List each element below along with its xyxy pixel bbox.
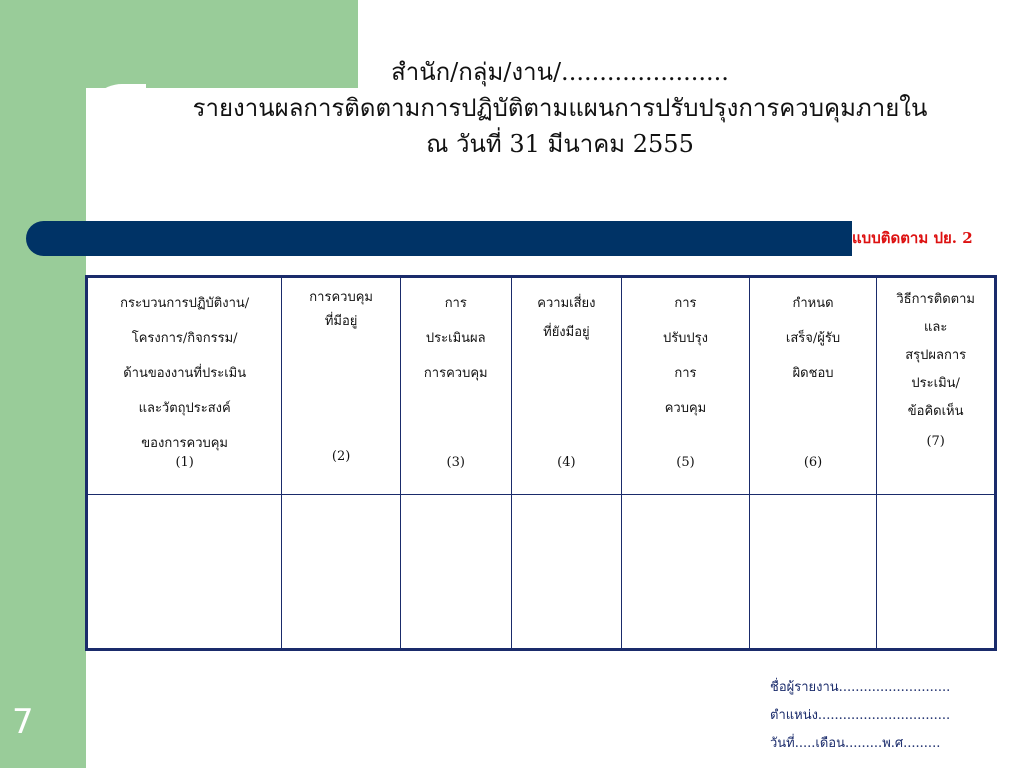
slide-number: 7	[12, 702, 34, 742]
title-line-unit: สำนัก/กลุ่ม/งาน/......................	[391, 58, 729, 86]
reporter-name-line: ชื่อผู้รายงาน...........................	[770, 680, 951, 695]
header-text: กำหนด	[792, 296, 834, 311]
column-number: (7)	[926, 434, 945, 449]
header-text: การ	[444, 296, 467, 311]
table-row	[87, 495, 996, 650]
header-text: ที่ยังมีอยู่	[543, 325, 590, 340]
table-cell-empty	[877, 495, 996, 650]
header-cell-existing-control	[282, 277, 401, 495]
header-text: การ	[674, 366, 697, 381]
column-number: (2)	[331, 449, 351, 464]
column-number: (6)	[803, 455, 823, 470]
header-text: และ	[923, 320, 948, 335]
header-cell-remaining-risk	[511, 277, 622, 495]
column-number: (1)	[175, 455, 194, 470]
header-cell-deadline-owner	[749, 277, 877, 495]
header-text: ปรับปรุง	[662, 331, 709, 346]
header-band	[26, 221, 852, 256]
position-line: ตำแหน่ง................................	[770, 708, 951, 723]
slide-title	[120, 54, 1000, 162]
header-text: และวัตถุประสงค์	[138, 401, 231, 416]
header-text: ประเมิน/	[911, 376, 960, 391]
column-number: (4)	[557, 455, 576, 470]
table-header-row	[87, 277, 996, 495]
header-text: สรุปผลการ	[905, 348, 967, 363]
date-line: วันที่.....เดือน.........พ.ศ.........	[770, 736, 941, 751]
header-cell-followup-method	[877, 277, 996, 495]
signature-block	[770, 674, 1010, 758]
table-cell-empty	[87, 495, 282, 650]
form-code-label: แบบติดตาม ปย. 2	[852, 229, 973, 247]
table-cell-empty	[749, 495, 877, 650]
column-number: (3)	[446, 455, 465, 470]
header-text: ของการควบคุม	[141, 436, 229, 451]
title-line-report: รายงานผลการติดตามการปฏิบัติตามแผนการปรับปรุงการควบคุมภายใน	[192, 94, 928, 122]
header-cell-control-improvement	[622, 277, 750, 495]
table-cell-empty	[622, 495, 750, 650]
left-green-bar	[0, 0, 86, 768]
header-text: เสร็จ/ผู้รับ	[785, 331, 841, 346]
header-text: ความเสี่ยง	[537, 296, 596, 311]
header-text: การ	[674, 296, 697, 311]
header-text: วิธีการติดตาม	[896, 292, 975, 307]
table-cell-empty	[282, 495, 401, 650]
header-text: ที่มีอยู่	[324, 314, 358, 329]
header-text: โครงการ/กิจกรรม/	[131, 331, 238, 346]
table-cell-empty	[511, 495, 622, 650]
header-text: ประเมินผล	[425, 331, 486, 346]
header-text: ผิดชอบ	[792, 366, 834, 381]
header-text: ข้อคิดเห็น	[907, 404, 964, 419]
header-text: การควบคุม	[423, 366, 488, 381]
header-cell-control-assessment	[400, 277, 511, 495]
header-text: ควบคุม	[664, 401, 707, 416]
table-cell-empty	[400, 495, 511, 650]
header-text: การควบคุม	[309, 290, 373, 305]
report-table	[85, 275, 997, 651]
header-text: ด้านของงานที่ประเมิน	[123, 366, 247, 381]
title-line-date: ณ วันที่ 31 มีนาคม 2555	[426, 130, 694, 158]
header-cell-process	[87, 277, 282, 495]
header-text: กระบวนการปฏิบัติงาน/	[120, 296, 250, 311]
column-number: (5)	[676, 455, 695, 470]
